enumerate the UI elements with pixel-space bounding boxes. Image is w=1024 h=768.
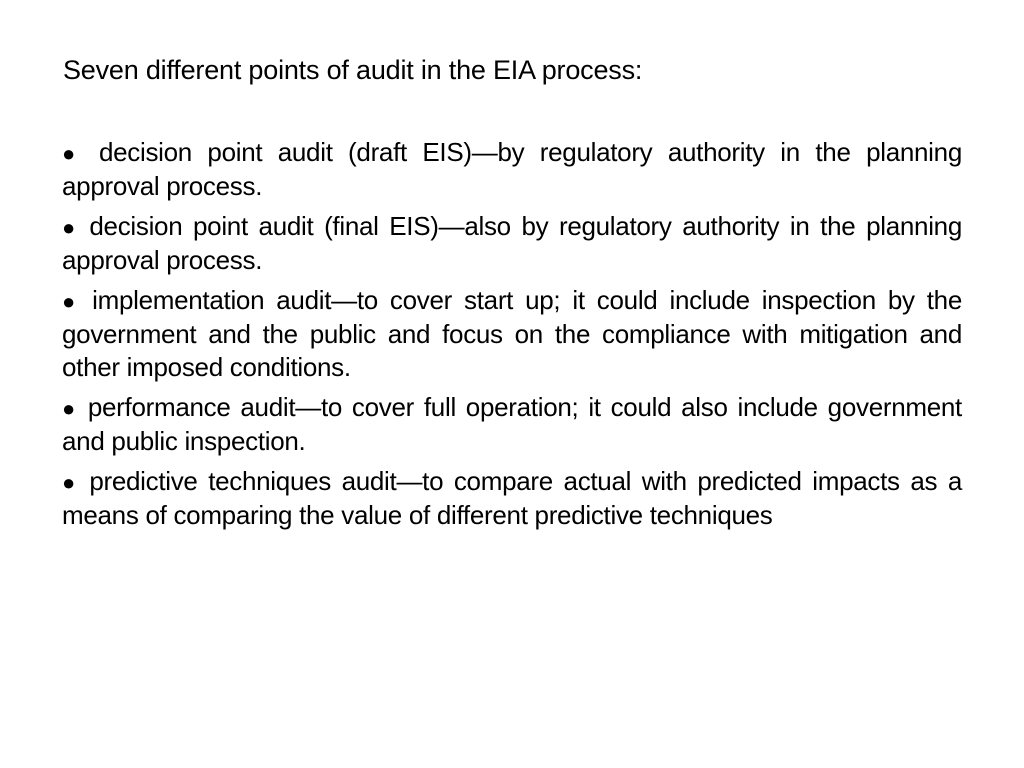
bullet-icon: ● bbox=[62, 470, 79, 495]
slide-title: Seven different points of audit in the EIA process: bbox=[63, 55, 643, 85]
list-item-text: implementation audit—to cover start up; it could include inspection by the government and the public and focus on the compliance with mitigation and other imposed conditions. bbox=[62, 285, 962, 382]
list-item-performance-audit bbox=[62, 391, 962, 458]
list-item-text: decision point audit (draft EIS)—by regulatory authority in the planning approval process. bbox=[62, 137, 962, 201]
list-item-decision-point-final bbox=[62, 210, 962, 277]
list-item-decision-point-draft bbox=[62, 136, 962, 203]
bullet-icon: ● bbox=[62, 141, 84, 166]
list-item-text: performance audit—to cover full operation; it could also include government and public inspection. bbox=[62, 392, 962, 456]
bullet-icon: ● bbox=[62, 289, 81, 314]
bullet-list bbox=[62, 136, 962, 539]
list-item-text: predictive techniques audit—to compare actual with predicted impacts as a means of comparing the value of different predictive techniques bbox=[62, 466, 962, 530]
list-item-predictive-techniques-audit bbox=[62, 465, 962, 532]
list-item-implementation-audit bbox=[62, 284, 962, 384]
bullet-icon: ● bbox=[62, 396, 78, 421]
bullet-icon: ● bbox=[62, 215, 79, 240]
list-item-text: decision point audit (final EIS)—also by regulatory authority in the planning approval process. bbox=[62, 211, 962, 275]
